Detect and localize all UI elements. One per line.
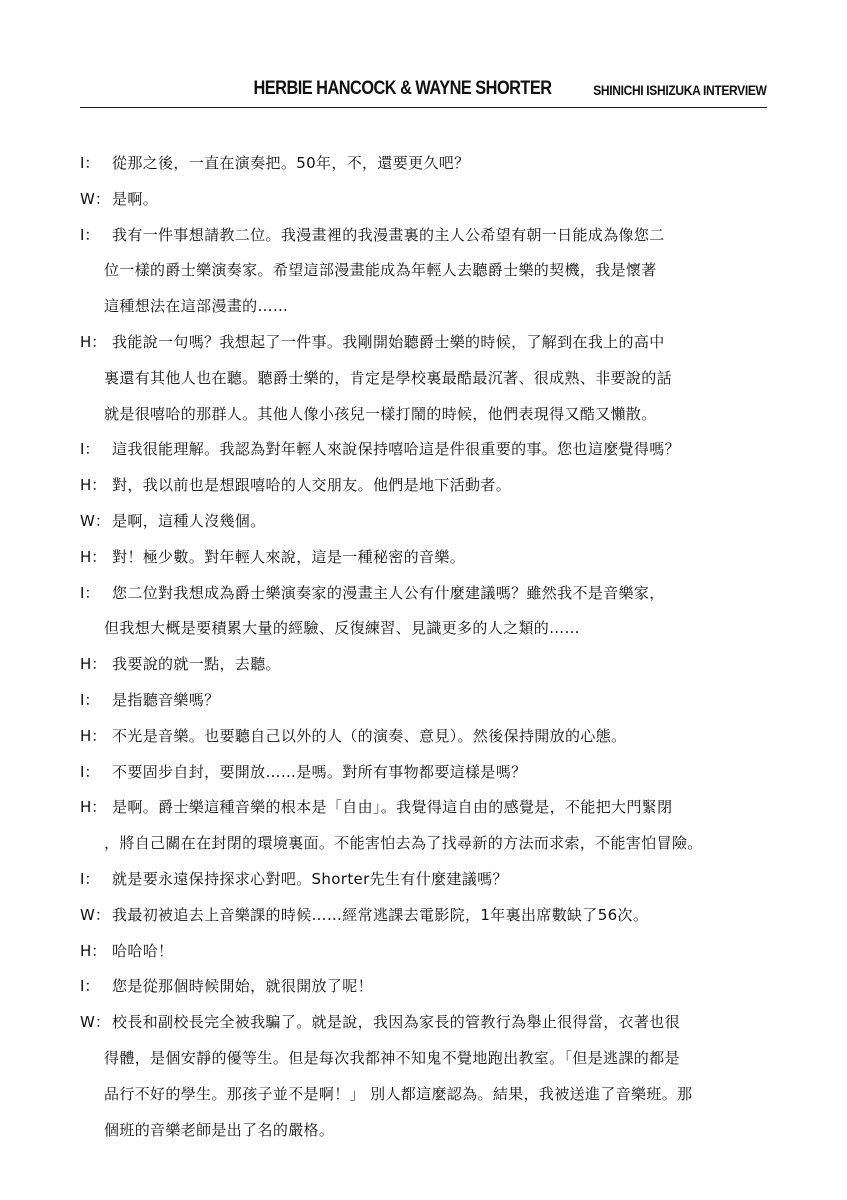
speaker-label: H： — [80, 726, 107, 745]
transcript-entry — [80, 146, 815, 182]
speaker-label: I： — [80, 440, 100, 459]
transcript-line: 不光是音樂。也要聽自己以外的人（的演奏、意見）。然後保持開放的心態。 — [112, 726, 627, 745]
transcript-entry — [80, 969, 815, 1005]
speaker-label: H： — [80, 476, 107, 495]
transcript-entry — [80, 790, 815, 862]
header-title: HERBIE HANCOCK & WAYNE SHORTER — [253, 78, 552, 99]
speaker-label: W： — [80, 511, 110, 530]
transcript-entry — [80, 432, 815, 468]
speaker-label: W： — [80, 1013, 110, 1032]
speaker-label: I： — [80, 154, 100, 172]
transcript-line: 校長和副校長完全被我騙了。就是說，我因為家長的管教行為舉止很得當，衣著也很 — [112, 1013, 680, 1032]
transcript-line: 是指聽音樂嗎？ — [112, 690, 220, 709]
transcript-line: 位一樣的爵士樂演奏家。希望這部漫畫能成為年輕人去聽爵士樂的契機，我是懷著 — [104, 261, 657, 280]
speaker-label: I： — [80, 977, 100, 996]
speaker-label: H： — [80, 941, 107, 960]
speaker-label: W： — [80, 189, 110, 208]
speaker-label: I： — [80, 225, 100, 244]
speaker-label: H： — [80, 798, 107, 817]
transcript-entry — [80, 325, 815, 432]
transcript-line: 這種想法在這部漫畫的…… — [104, 297, 289, 316]
transcript-line: 裏還有其他人也在聽。聽爵士樂的，肯定是學校裏最酷最沉著、很成熟、非要說的話 — [104, 368, 672, 387]
speaker-label: W： — [80, 905, 110, 924]
transcript-line: 就是要永遠保持探求心對吧。Shorter先生有什麼建議嗎？ — [112, 869, 508, 888]
transcript-line: 是啊。 — [112, 189, 159, 208]
transcript-entry — [80, 862, 815, 898]
transcript-line: ，將自己關在在封閉的環境裏面。不能害怕去為了找尋新的方法而求索，不能害怕冒險。 — [104, 834, 703, 853]
transcript-line: 我要說的就一點，去聽。 — [112, 655, 281, 674]
header-rule — [80, 107, 767, 108]
transcript-line: 是啊，這種人沒幾個。 — [112, 511, 266, 530]
speaker-label: I： — [80, 690, 100, 709]
speaker-label: H： — [80, 547, 107, 566]
transcript-line: 您二位對我想成為爵士樂演奏家的漫畫主人公有什麼建議嗎？雖然我不是音樂家， — [112, 583, 665, 602]
transcript-line: 是啊。爵士樂這種音樂的根本是「自由」。我覺得這自由的感覺是，不能把大門緊閉 — [112, 798, 673, 817]
transcript-line: 您是從那個時候開始，就很開放了呢！ — [112, 977, 373, 996]
transcript-line: 品行不好的學生。那孩子並不是啊！」 別人都這麼認為。結果，我被送進了音樂班。那 — [104, 1084, 693, 1103]
page-header — [80, 72, 767, 110]
transcript-entry — [80, 934, 815, 970]
transcript-line: 就是很嘻哈的那群人。其他人像小孩兒一樣打鬧的時候，他們表現得又酷又懶散。 — [104, 404, 657, 423]
transcript-line: 對，我以前也是想跟嘻哈的人交朋友。他們是地下活動者。 — [112, 476, 512, 495]
transcript-entry — [80, 576, 815, 648]
speaker-label: I： — [80, 583, 100, 602]
transcript-line: 我有一件事想請教二位。我漫畫裡的我漫畫裏的主人公希望有朝一日能成為像您二 — [112, 225, 665, 244]
transcript-line: 這我很能理解。我認為對年輕人來說保持嘻哈這是件很重要的事。您也這麼覺得嗎？ — [112, 440, 680, 459]
transcript-entry — [80, 683, 815, 719]
transcript-entry — [80, 504, 815, 540]
transcript-line: 我最初被追去上音樂課的時候……經常逃課去電影院，1年裏出席數缺了56次。 — [112, 905, 649, 924]
transcript-line: 對！極少數。對年輕人來說，這是一種秘密的音樂。 — [112, 547, 466, 566]
transcript-entry — [80, 1005, 815, 1148]
transcript-entry — [80, 218, 815, 325]
transcript-entry — [80, 719, 815, 755]
speaker-label: H： — [80, 655, 107, 674]
transcript-entry — [80, 755, 815, 791]
transcript-line: 個班的音樂老師是出了名的嚴格。 — [104, 1120, 335, 1139]
transcript-line: 哈哈哈！ — [112, 941, 174, 960]
transcript-entry — [80, 898, 815, 934]
header-subtitle: SHINICHI ISHIZUKA INTERVIEW — [593, 82, 767, 98]
transcript-entry — [80, 540, 815, 576]
speaker-label: I： — [80, 869, 100, 888]
speaker-label: I： — [80, 762, 100, 781]
transcript-line: 不要固步自封，要開放……是嗎。對所有事物都要這樣是嗎？ — [112, 762, 527, 781]
transcript-line: 從那之後，一直在演奏把。50年，不，還要更久吧？ — [112, 154, 470, 172]
transcript-entry — [80, 468, 815, 504]
transcript-entry — [80, 647, 815, 683]
transcript-line: 但我想大概是要積累大量的經驗、反復練習、見識更多的人之類的…… — [104, 619, 580, 638]
transcript-entry — [80, 182, 815, 218]
speaker-label: H： — [80, 332, 107, 351]
transcript-line: 得體，是個安靜的優等生。但是每次我都神不知鬼不覺地跑出教室。「但是逃課的都是 — [104, 1048, 680, 1067]
transcript-line: 我能說一句嗎？我想起了一件事。我剛開始聽爵士樂的時候，了解到在我上的高中 — [112, 332, 665, 351]
interview-transcript — [80, 146, 815, 1148]
